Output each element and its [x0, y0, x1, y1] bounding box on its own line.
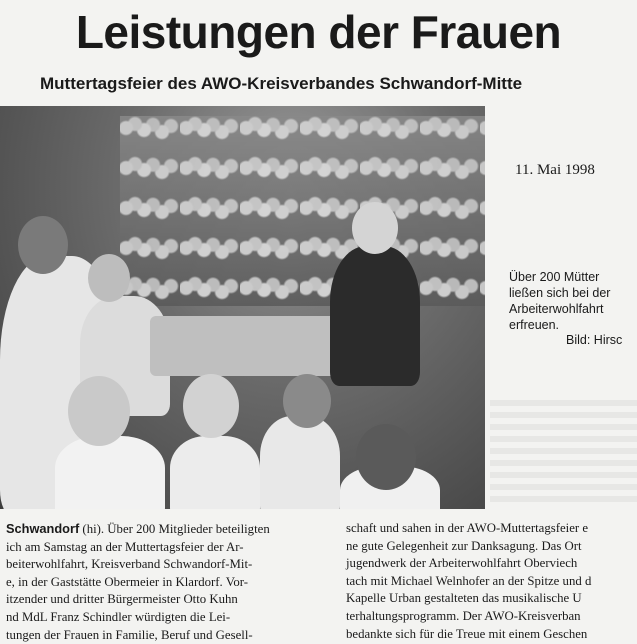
- caption-line: ließen sich bei der: [509, 286, 611, 300]
- caption-line: erfreuen.: [509, 318, 560, 332]
- article-line: schaft und sahen in der AWO-Muttertagsfeier e: [346, 521, 589, 535]
- faded-background-text: [490, 400, 637, 505]
- article-line: beiterwohlfahrt, Kreisverband Schwandorf-Mit-: [6, 557, 253, 572]
- article-line: nd MdL Franz Schindler würdigten die Lei-: [6, 609, 231, 624]
- article-line: ich am Samstag an der Muttertagsfeier der Ar-: [6, 539, 244, 554]
- article-line: tungen der Frauen in Familie, Beruf und Gesell-: [6, 627, 253, 642]
- article-line: jugendwerk der Arbeiterwohlfahrt Oberviech: [346, 556, 578, 571]
- article-line: Schwandorf (hi). Über 200 Mitglieder beteiligten: [6, 521, 270, 536]
- article-line: e, in der Gaststätte Obermeier in Klardorf. Vor-: [6, 574, 248, 589]
- dateline-place: Schwandorf: [6, 521, 80, 536]
- event-photo: [0, 106, 485, 509]
- subheadline: Muttertagsfeier des AWO-Kreisverbandes Schwandorf-Mitte: [40, 74, 523, 93]
- headline: Leistungen der Frauen: [75, 6, 562, 58]
- article-column-left: [6, 520, 336, 644]
- article-line: tach mit Michael Welnhofer an der Spitze und d: [346, 573, 592, 588]
- article-line: ne gute Gelegenheit zur Danksagung. Das Ort: [346, 538, 582, 553]
- article-line: itzender und dritter Bürgermeister Otto Kuhn: [6, 592, 238, 607]
- article-column-right: [346, 520, 637, 643]
- caption-line: Über 200 Mütter: [509, 270, 600, 284]
- caption-line: Arbeiterwohlfahrt: [509, 302, 604, 316]
- audience-crowd: [120, 116, 485, 306]
- article-line: Kapelle Urban gestalteten das musikalische U: [346, 591, 582, 606]
- photo-caption: [509, 269, 637, 333]
- article-line: bedankte sich für die Treue mit einem Geschen: [346, 626, 588, 641]
- date: 11. Mai 1998: [515, 162, 595, 178]
- photo-credit: Bild: Hirsc: [566, 333, 623, 347]
- article-line: terhaltungsprogramm. Der AWO-Kreisverban: [346, 608, 581, 623]
